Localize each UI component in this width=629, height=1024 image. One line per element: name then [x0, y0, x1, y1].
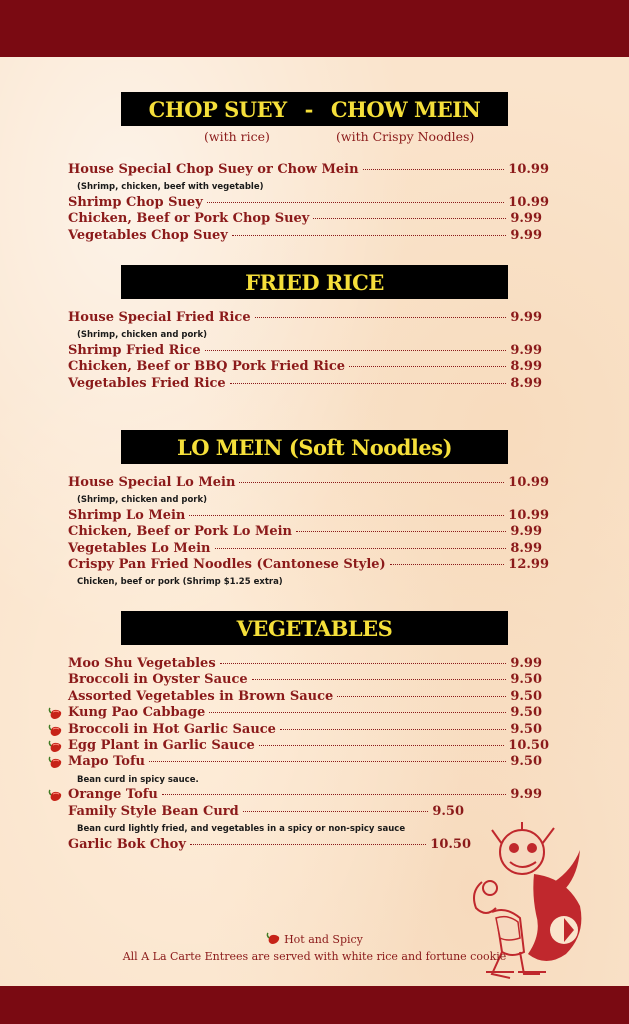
spicy-legend — [0, 932, 629, 946]
dot-leader — [390, 564, 505, 565]
menu-item — [68, 804, 464, 821]
banner-title: VEGETABLES — [236, 615, 393, 641]
item-price: 9.50 — [510, 705, 542, 720]
item-name: Mapo Tofu — [68, 754, 145, 769]
dot-leader — [205, 350, 507, 351]
menu-item — [68, 162, 549, 179]
menu-item — [68, 343, 542, 360]
dot-leader — [255, 317, 507, 318]
item-price: 9.99 — [510, 524, 542, 539]
section-banner-lo-mein — [121, 430, 508, 464]
menu-item — [68, 689, 542, 706]
item-price: 10.99 — [508, 508, 549, 523]
item-price: 9.99 — [510, 228, 542, 243]
item-name: Chicken, Beef or Pork Chop Suey — [68, 211, 310, 226]
section-banner-vegetables — [121, 611, 508, 645]
menu-item — [68, 310, 542, 327]
item-price: 9.99 — [510, 211, 542, 226]
dot-leader — [149, 761, 506, 762]
subtitle-crispy-noodles: (with Crispy Noodles) — [336, 129, 475, 144]
item-name: Family Style Bean Curd — [68, 804, 239, 819]
item-note: (Shrimp, chicken and pork) — [77, 495, 208, 505]
menu-item — [68, 738, 549, 755]
menu-item — [68, 195, 549, 212]
menu-item — [68, 672, 542, 689]
item-name: Chicken, Beef or BBQ Pork Fried Rice — [68, 359, 346, 374]
item-name: House Special Fried Rice — [68, 310, 251, 325]
item-price: 10.99 — [508, 475, 549, 490]
item-name: Chicken, Beef or Pork Lo Mein — [68, 524, 292, 539]
item-name: Orange Tofu — [68, 787, 158, 802]
item-name: Vegetables Chop Suey — [68, 228, 228, 243]
spicy-legend-label: Hot and Spicy — [284, 933, 363, 946]
item-price: 9.50 — [510, 722, 542, 737]
chili-pepper-icon — [48, 789, 63, 802]
item-name: Broccoli in Hot Garlic Sauce — [68, 722, 276, 737]
dot-leader — [189, 515, 504, 516]
item-name: Assorted Vegetables in Brown Sauce — [68, 689, 334, 704]
dot-leader — [209, 712, 506, 713]
item-price: 9.50 — [510, 689, 542, 704]
menu-item — [68, 359, 542, 376]
dot-leader — [190, 844, 426, 845]
item-name: Shrimp Fried Rice — [68, 343, 201, 358]
menu-item — [68, 524, 542, 541]
chili-pepper-icon — [48, 724, 63, 737]
banner-title-sep: - — [304, 96, 313, 122]
item-price: 9.99 — [510, 787, 542, 802]
item-price: 8.99 — [510, 376, 542, 391]
banner-title: LO MEIN (Soft Noodles) — [176, 434, 453, 460]
dot-leader — [363, 169, 505, 170]
item-name: Vegetables Lo Mein — [68, 541, 211, 556]
dot-leader — [220, 663, 507, 664]
item-price: 8.99 — [510, 359, 542, 374]
banner-title: FRIED RICE — [245, 269, 384, 295]
dot-leader — [349, 366, 506, 367]
bottom-border — [0, 986, 629, 1024]
banner-title-left: CHOP SUEY — [148, 96, 287, 122]
item-name: Shrimp Chop Suey — [68, 195, 203, 210]
item-name: Garlic Bok Choy — [68, 837, 186, 852]
menu-item — [68, 656, 542, 673]
menu-item — [68, 837, 471, 854]
item-name: Moo Shu Vegetables — [68, 656, 216, 671]
chili-pepper-icon — [48, 756, 63, 769]
dot-leader — [296, 531, 506, 532]
dot-leader — [215, 548, 507, 549]
item-note: (Shrimp, chicken, beef with vegetable) — [77, 182, 264, 192]
dot-leader — [313, 218, 506, 219]
dot-leader — [207, 202, 505, 203]
item-price: 10.99 — [508, 195, 549, 210]
item-name: Kung Pao Cabbage — [68, 705, 206, 720]
dot-leader — [230, 383, 507, 384]
item-price: 8.99 — [510, 541, 542, 556]
item-name: Broccoli in Oyster Sauce — [68, 672, 248, 687]
item-note: Bean curd in spicy sauce. — [77, 775, 199, 785]
item-name: Egg Plant in Garlic Sauce — [68, 738, 255, 753]
section-banner-fried-rice — [121, 265, 508, 299]
subtitle-with-rice: (with rice) — [204, 129, 270, 144]
item-name: Crispy Pan Fried Noodles (Cantonese Style) — [68, 557, 386, 572]
banner-title-right: CHOW MEIN — [330, 96, 481, 122]
dot-leader — [259, 745, 504, 746]
item-price: 9.50 — [432, 804, 464, 819]
menu-item — [68, 541, 542, 558]
chili-pepper-icon — [48, 707, 63, 720]
dot-leader — [243, 811, 429, 812]
item-name: House Special Lo Mein — [68, 475, 236, 490]
dot-leader — [232, 235, 506, 236]
menu-item — [68, 211, 542, 228]
dot-leader — [239, 482, 504, 483]
menu-item — [68, 376, 542, 393]
item-note: (Shrimp, chicken and pork) — [77, 330, 208, 340]
item-name: Shrimp Lo Mein — [68, 508, 186, 523]
item-name: Vegetables Fried Rice — [68, 376, 226, 391]
item-price: 9.99 — [510, 310, 542, 325]
chili-pepper-icon — [48, 740, 63, 753]
top-border — [0, 0, 629, 57]
dot-leader — [162, 794, 506, 795]
menu-item — [68, 475, 549, 492]
dot-leader — [337, 696, 506, 697]
item-price: 9.50 — [510, 672, 542, 687]
item-price: 10.50 — [430, 837, 471, 852]
item-price: 10.99 — [508, 162, 549, 177]
item-price: 9.99 — [510, 343, 542, 358]
menu-item — [68, 722, 542, 739]
menu-item — [68, 787, 542, 804]
item-note: Chicken, beef or pork (Shrimp $1.25 extra) — [77, 577, 283, 587]
item-price: 9.50 — [510, 754, 542, 769]
menu-item — [68, 228, 542, 245]
item-note: Bean curd lightly fried, and vegetables in a spicy or non-spicy sauce — [77, 824, 406, 834]
dot-leader — [252, 679, 507, 680]
chili-pepper-icon — [266, 932, 281, 945]
item-name: House Special Chop Suey or Chow Mein — [68, 162, 359, 177]
item-price: 10.50 — [508, 738, 549, 753]
section-banner-chop-suey — [121, 92, 508, 126]
menu-item — [68, 754, 542, 771]
item-price: 9.99 — [510, 656, 542, 671]
menu-item — [68, 557, 549, 574]
item-price: 12.99 — [508, 557, 549, 572]
menu-item — [68, 705, 542, 722]
menu-item — [68, 508, 549, 525]
served-with-note: All A La Carte Entrees are served with white rice and fortune cookie — [122, 950, 507, 963]
dot-leader — [280, 729, 506, 730]
